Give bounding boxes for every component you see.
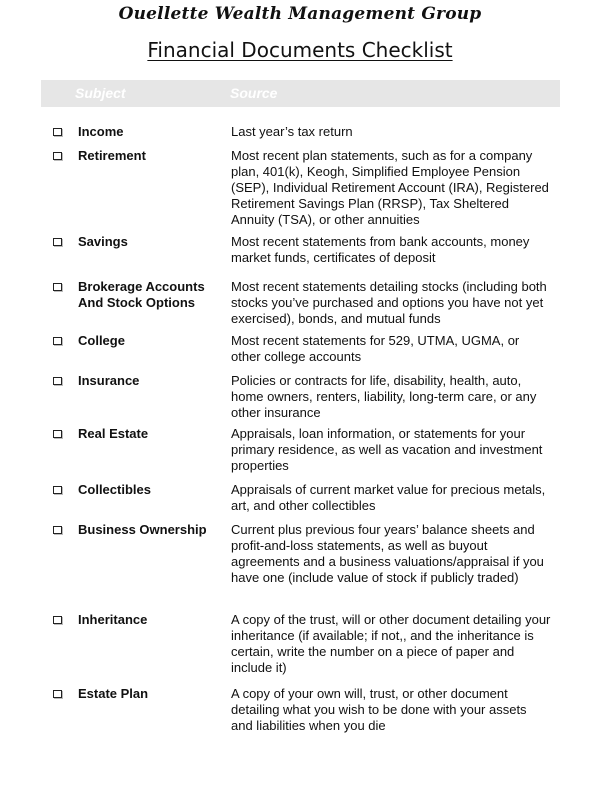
company-name: Ouellette Wealth Management Group xyxy=(118,4,482,24)
checkbox-icon[interactable] xyxy=(53,616,62,624)
row-subject: College xyxy=(78,333,125,348)
checkbox-icon[interactable] xyxy=(53,690,62,698)
checkbox-icon[interactable] xyxy=(53,377,62,385)
row-source: Appraisals, loan information, or statements for your primary residence, as well as vacation and investment properties xyxy=(231,426,543,473)
row-source: Most recent plan statements, such as for a company plan, 401(k), Keogh, Simplified Employee Pension (SEP), Individual Retirement Account (IRA), Registered Retirement Savings Plan (RRSP), Tax Sheltered Annuity (TSA), or other annuities xyxy=(231,148,549,227)
checkbox-icon[interactable] xyxy=(53,526,62,534)
page-title xyxy=(0,38,600,62)
checkbox-icon[interactable] xyxy=(53,486,62,494)
row-source: A copy of your own will, trust, or other document detailing what you wish to be done with your assets and liabilities when you die xyxy=(231,686,527,733)
row-subject: Brokerage Accounts And Stock Options xyxy=(78,279,205,310)
checkbox-icon[interactable] xyxy=(53,152,62,160)
row-subject: Retirement xyxy=(78,148,146,163)
row-subject: Estate Plan xyxy=(78,686,149,701)
row-source: Current plus previous four years’ balance sheets and profit-and-loss statements, as well as buyout agreements and a business valuations/appraisal if you have one (include value of stock if publicly traded) xyxy=(231,522,544,585)
row-subject: Real Estate xyxy=(78,426,149,441)
row-source: Most recent statements from bank accounts, money market funds, certificates of deposit xyxy=(231,234,530,265)
row-source: Most recent statements detailing stocks (including both stocks you’ve purchased and options you have not yet exercised), bonds, and mutual funds xyxy=(231,279,547,326)
row-source: A copy of the trust, will or other document detailing your inheritance (if available; if not,, and the inheritance is certain, write the number on a piece of paper and include it) xyxy=(231,612,551,675)
page-title-text: Financial Documents Checklist xyxy=(147,38,453,62)
checkbox-icon[interactable] xyxy=(53,283,62,291)
table-header xyxy=(41,80,560,107)
row-subject: Business Ownership xyxy=(78,522,207,537)
row-subject: Income xyxy=(78,124,124,139)
checkbox-icon[interactable] xyxy=(53,337,62,345)
row-source: Last year’s tax return xyxy=(231,124,353,139)
checkbox-icon[interactable] xyxy=(53,430,62,438)
row-subject: Collectibles xyxy=(78,482,151,497)
row-source: Most recent statements for 529, UTMA, UGMA, or other college accounts xyxy=(231,333,520,364)
column-header-subject: Subject xyxy=(75,85,126,101)
row-source: Policies or contracts for life, disability, health, auto, home owners, renters, liability, long-term care, or any other insurance xyxy=(231,373,537,420)
row-source: Appraisals of current market value for precious metals, art, and other collectibles xyxy=(231,482,546,513)
column-header-source: Source xyxy=(230,85,278,101)
row-subject: Inheritance xyxy=(78,612,148,627)
checkbox-icon[interactable] xyxy=(53,128,62,136)
checkbox-icon[interactable] xyxy=(53,238,62,246)
row-subject: Insurance xyxy=(78,373,140,388)
row-subject: Savings xyxy=(78,234,128,249)
